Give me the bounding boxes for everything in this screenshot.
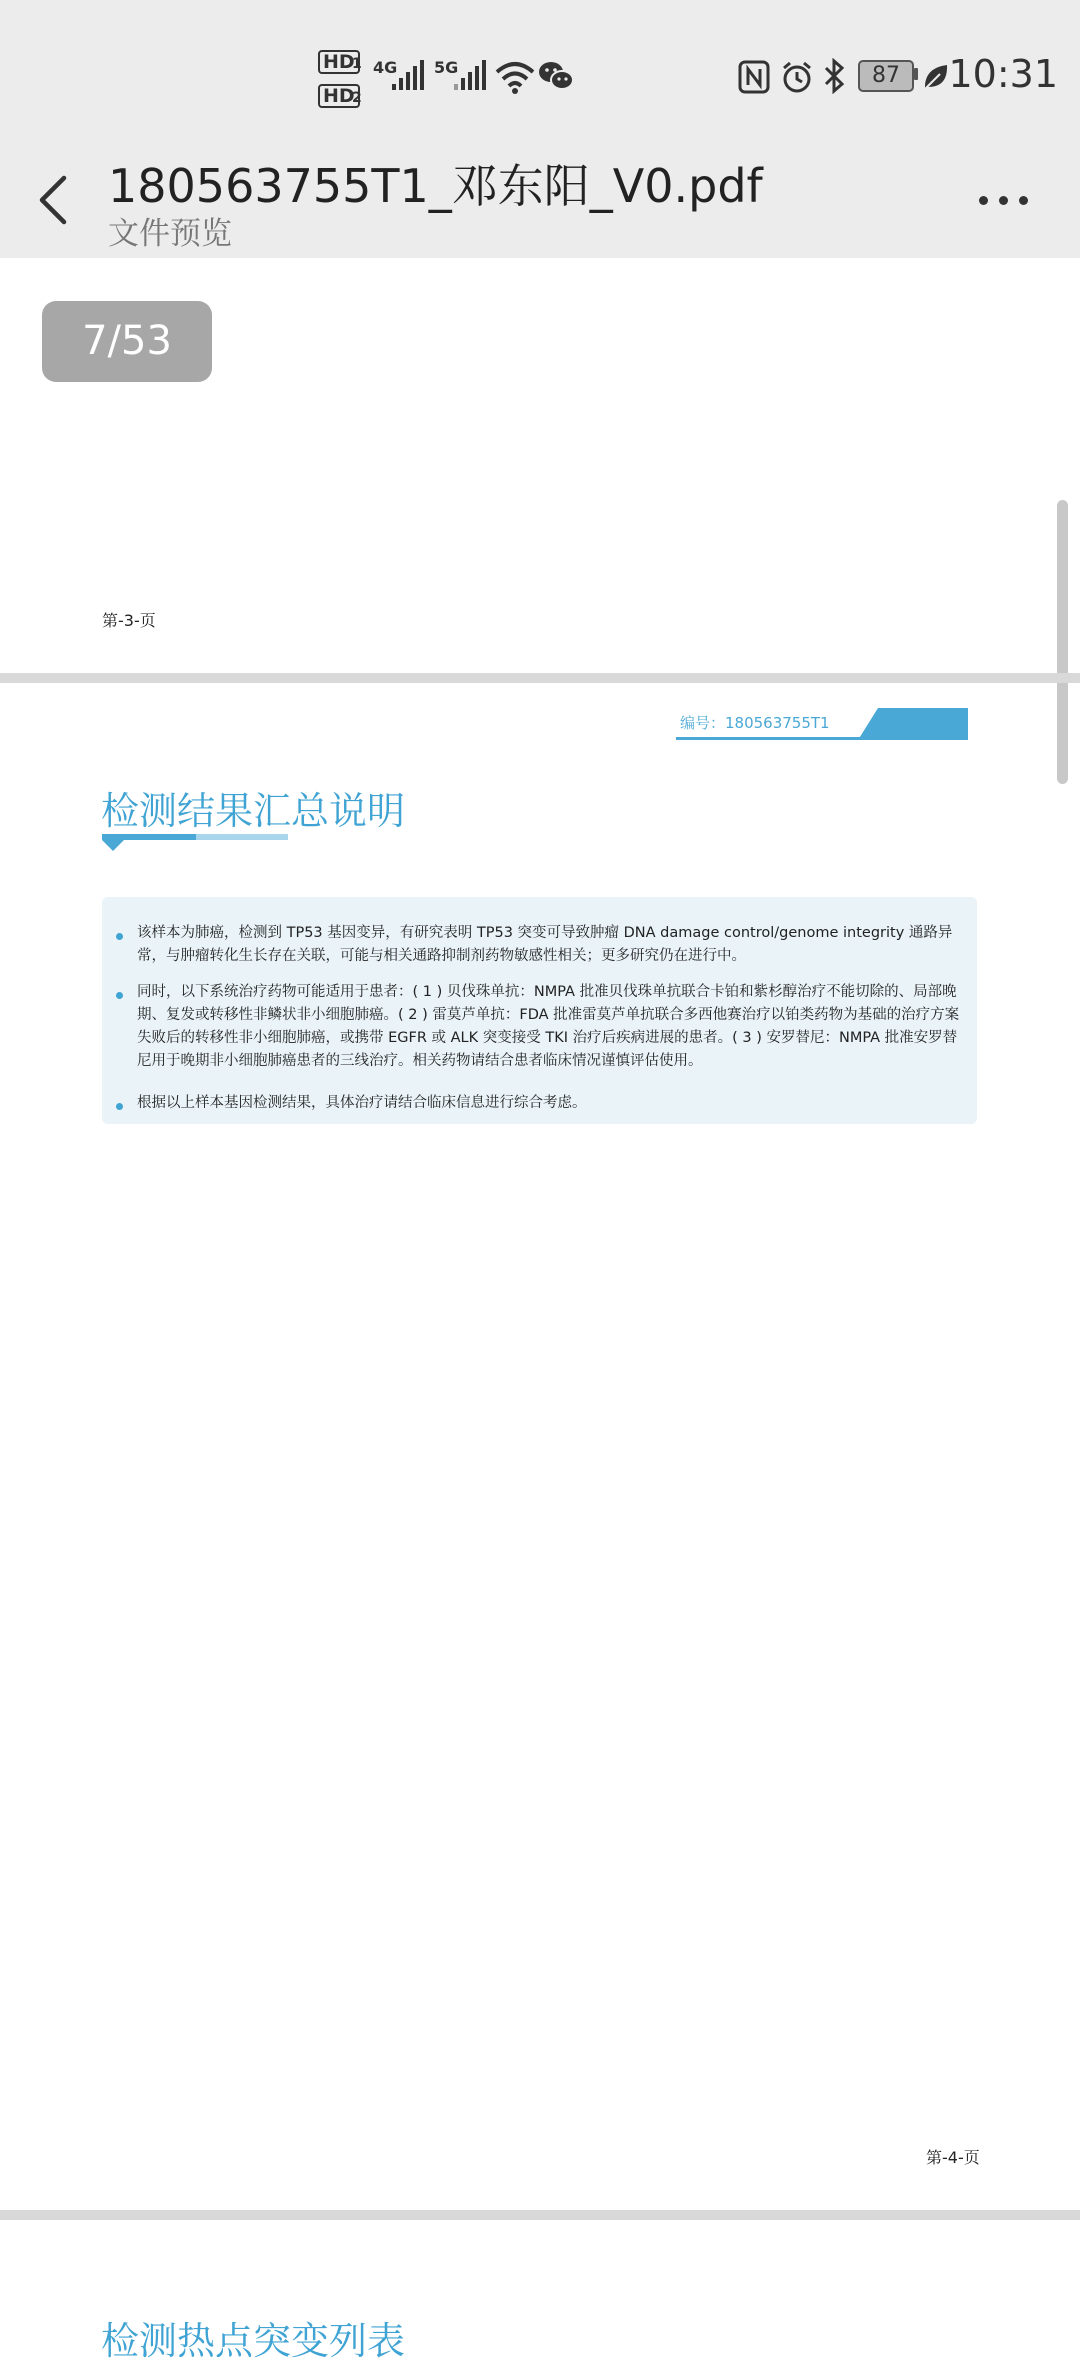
back-arrow-icon [42, 178, 64, 222]
report-code-label: 编号：180563755T1 [680, 714, 830, 732]
back-button[interactable] [30, 170, 76, 230]
page-separator [0, 2210, 1080, 2220]
battery-icon: 87 [858, 60, 914, 92]
bullet-dot-icon [116, 992, 123, 999]
document-subtitle: 文件预览 [108, 216, 232, 252]
status-time: 10:31 [948, 52, 1058, 96]
summary-item-3: 根据以上样本基因检测结果，具体治疗请结合临床信息进行综合考虑。 [137, 1095, 587, 1111]
signal-icon-1 [390, 58, 426, 94]
hd-voice-icon-2: HD [318, 84, 360, 108]
battery-tip [914, 68, 918, 80]
document-title: 180563755T1_邓东阳_V0.pdf [108, 159, 763, 213]
title-underline-light [196, 834, 288, 840]
scrollbar-thumb[interactable] [1057, 500, 1068, 784]
wifi-icon [494, 60, 536, 94]
power-saving-leaf-icon [922, 62, 950, 92]
more-dot-icon [979, 196, 988, 205]
alarm-icon [780, 60, 814, 94]
sim2-label: 2 [352, 90, 362, 106]
status-bar [0, 0, 1080, 150]
hd-voice-icon-1: HD [318, 50, 360, 74]
more-dot-icon [999, 196, 1008, 205]
page-indicator: 7/53 [42, 301, 212, 382]
page-separator [0, 673, 1080, 683]
network-type-4g: 4G [373, 58, 398, 77]
nfc-icon [738, 60, 770, 94]
summary-item-2: 同时，以下系统治疗药物可能适用于患者：( 1 ) 贝伐珠单抗：NMPA 批准贝伐珠单抗联合卡铂和紫杉醇治疗不能切除的、局部晚期、复发或转移性非鳞状非小细胞肺癌。( 2 ) 雷莫芦单抗：FDA 批准雷莫芦单抗联合多西他赛治疗以铂类药物为基础的治疗方案失败后的转移性非小细胞肺癌，或携带 EGFR 或 ALK 突变接受 TKI 治疗后疾病进展的患者。( 3 ) 安罗替尼：NMPA 批准安罗替尼用于晚期非小细胞肺癌患者的三线治疗。相关药物请结合患者临床情况谨慎评估使用。 [137, 984, 960, 1069]
next-section-title: 检测热点突变列表 [101, 2319, 406, 2363]
page-4-footer: 第-4-页 [926, 2148, 980, 2167]
app-header [0, 150, 1080, 258]
summary-item-1: 该样本为肺癌，检测到 TP53 基因变异，有研究表明 TP53 突变可导致肿瘤 DNA damage control/genome integrity 通路异常，与肿瘤转化生长存在关联，可能与相关通路抑制剂药物敏感性相关；更多研究仍在进行中。 [137, 925, 953, 964]
page-3-footer: 第-3-页 [102, 611, 156, 630]
title-notch-icon [102, 840, 124, 851]
summary-box [102, 897, 977, 1124]
bluetooth-icon [822, 58, 846, 94]
signal-icon-2 [452, 58, 488, 94]
wechat-icon [538, 60, 574, 92]
report-code-underline [676, 737, 966, 740]
section-title: 检测结果汇总说明 [101, 789, 406, 833]
sim1-label: 1 [352, 56, 362, 72]
more-dot-icon [1019, 196, 1028, 205]
more-options-button[interactable] [975, 186, 1033, 216]
bullet-dot-icon [116, 933, 123, 940]
network-type-5g: 5G [434, 58, 459, 77]
header-ribbon-shape [858, 708, 968, 740]
bullet-dot-icon [116, 1103, 123, 1110]
